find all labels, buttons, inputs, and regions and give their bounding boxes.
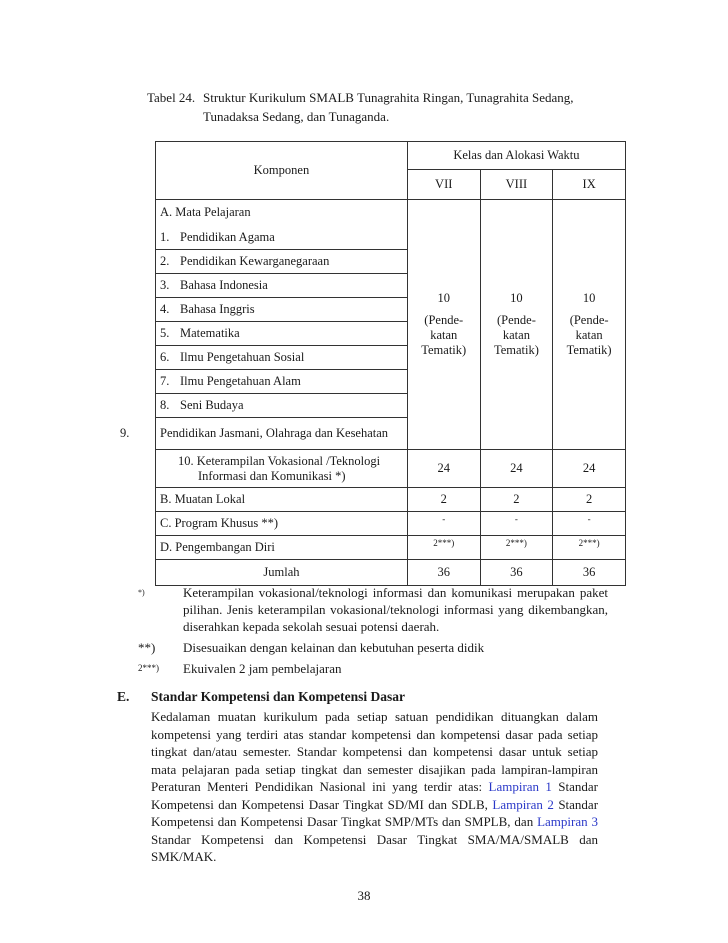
thematic-value: 10: [510, 291, 523, 305]
row-10-vii: 24: [407, 450, 480, 488]
header-component: Komponen: [156, 142, 408, 200]
caption-label: Tabel 24.: [147, 90, 196, 105]
curriculum-table: [120, 141, 626, 586]
row-10-viii: 24: [480, 450, 553, 488]
subject-name: Bahasa Inggris: [180, 302, 255, 316]
lampiran-2-link[interactable]: Lampiran 2: [492, 796, 554, 812]
subject-number: 6.: [160, 350, 170, 364]
row-c-label: C. Program Khusus **): [156, 512, 408, 536]
row-10-label: [156, 450, 408, 488]
subject-name: Bahasa Indonesia: [180, 278, 268, 292]
footnote-mark: *): [138, 588, 145, 597]
lampiran-1-link[interactable]: Lampiran 1: [488, 779, 552, 794]
subject-name: Seni Budaya: [180, 398, 244, 412]
subject-name: Pendidikan Agama: [180, 229, 275, 244]
footnote: [138, 639, 608, 656]
row-total-vii: 36: [407, 560, 480, 586]
subject-name: Pendidikan Jasmani, Olahraga dan Kesehatan: [160, 426, 389, 440]
thematic-line-1: (Pende-: [424, 313, 464, 327]
table-row: [156, 512, 626, 536]
footnote-text: Ekuivalen 2 jam pembelajaran: [183, 661, 342, 676]
row-total-ix: 36: [553, 560, 626, 586]
thematic-cell-viii: [480, 200, 553, 450]
header-row-1: [156, 142, 626, 170]
section-heading: [117, 689, 405, 705]
thematic-cell-vii: [407, 200, 480, 450]
subject-name: Ilmu Pengetahuan Sosial: [180, 350, 305, 364]
thematic-value: 10: [582, 291, 596, 305]
header-group: Kelas dan Alokasi Waktu: [407, 142, 625, 170]
row-b-label: B. Muatan Lokal: [156, 488, 408, 512]
subject-row: [156, 370, 408, 394]
row-b-vii: 2: [407, 488, 480, 512]
section-paragraph: [151, 708, 598, 866]
table-row: [156, 536, 626, 560]
subject-name: Matematika: [180, 326, 240, 340]
header-class-vii: VII: [407, 170, 480, 200]
section-title: Standar Kompetensi dan Kompetensi Dasar: [151, 689, 406, 704]
thematic-line-3: Tematik): [493, 343, 539, 357]
row-c-vii: -: [407, 512, 480, 536]
subject-row: [156, 322, 408, 346]
row-d-ix: 2***): [553, 536, 626, 560]
footnote: [138, 660, 608, 677]
lampiran-3-link[interactable]: Lampiran 3: [537, 814, 599, 829]
row-10-text: 10. Keterampilan Vokasional /Teknologi Informasi dan Komunikasi *): [178, 453, 381, 483]
paragraph-text: Standar Kompetensi dan Kompetensi Dasar Tingkat SMP/MTs dan SMPLB, dan: [151, 796, 599, 829]
subject-row: [156, 226, 408, 250]
row-c-ix: -: [553, 512, 626, 536]
thematic-value: 10: [437, 291, 450, 305]
thematic-line-3: Tematik): [566, 343, 612, 357]
row-b-ix: 2: [553, 488, 626, 512]
table-row: [156, 450, 626, 488]
subject-row: [156, 274, 408, 298]
caption-line-1: Struktur Kurikulum SMALB Tunagrahita Ringan, Tunagrahita Sedang,: [203, 90, 574, 105]
caption-line-2: Tunadaksa Sedang, dan Tunaganda.: [203, 109, 390, 124]
thematic-cell-ix: [553, 200, 626, 450]
table-caption: [147, 88, 617, 126]
footnote: [138, 584, 608, 635]
subject-name: Pendidikan Kewarganegaraan: [180, 254, 330, 268]
subject-row: [156, 394, 408, 418]
subject-row: [156, 346, 408, 370]
paragraph-text: Standar Kompetensi dan Kompetensi Dasar Tingkat SD/MI dan SDLB,: [151, 779, 598, 812]
subject-number: 4.: [160, 302, 170, 316]
subject-row: [156, 298, 408, 322]
row-c-viii: -: [480, 512, 553, 536]
row-total-viii: 36: [480, 560, 553, 586]
thematic-line-1: (Pende-: [569, 313, 609, 327]
page-number: 38: [357, 888, 371, 903]
footnote-mark: **): [138, 640, 156, 655]
table-row: [156, 560, 626, 586]
footnote-text: Disesuaikan dengan kelainan dan kebutuhan peserta didik: [183, 640, 485, 655]
thematic-line-2: katan: [575, 328, 603, 342]
subject-number: 8.: [160, 398, 170, 412]
footnote-mark: 2***): [138, 663, 159, 673]
header-class-viii: VIII: [480, 170, 553, 200]
thematic-line-3: Tematik): [421, 343, 467, 357]
subject-number: 3.: [160, 278, 170, 292]
header-class-ix: IX: [553, 170, 626, 200]
subject-number: 1.: [160, 229, 170, 244]
subject-number: 7.: [160, 374, 170, 388]
row-b-viii: 2: [480, 488, 553, 512]
paragraph-text: Kedalaman muatan kurikulum pada setiap satuan pendidikan dituangkan dalam kompetensi yang terdiri atas standar kompetensi dan kompetensi dasar pada setiap tingkat dan/atau semester. Standar kompetensi dan kompetensi dasar untuk setiap mata pelajaran pada setiap tingkat dan semester disajikan pada lampiran-lampiran Peraturan Menteri Pendidikan Nasional ini yang terdir atas:: [151, 709, 598, 794]
subject-number: 5.: [160, 326, 170, 340]
table-row: [156, 488, 626, 512]
table-row: [156, 200, 626, 226]
subject-number: 2.: [160, 254, 170, 268]
row-d-viii: 2***): [480, 536, 553, 560]
thematic-line-1: (Pende-: [496, 313, 536, 327]
paragraph-text: Standar Kompetensi dan Kompetensi Dasar Tingkat SMA/MA/SMALB dan SMK/MAK.: [151, 831, 598, 864]
row-d-vii: 2***): [407, 536, 480, 560]
subject-row: [156, 250, 408, 274]
row-total-label: Jumlah: [156, 560, 408, 586]
footnotes: [138, 584, 608, 681]
section-letter: E.: [117, 689, 130, 704]
thematic-line-2: katan: [502, 328, 530, 342]
row-10-ix: 24: [553, 450, 626, 488]
thematic-line-2: katan: [430, 328, 458, 342]
row-d-label: D. Pengembangan Diri: [156, 536, 408, 560]
footnote-text: Keterampilan vokasional/teknologi informasi dan komunikasi merupakan paket pilihan. Jenis keterampilan vokasional/teknologi informasi yang dikembangkan, diserahkan kepada sekolah sesuai potensi daerah.: [183, 585, 608, 634]
subject-row: [120, 418, 408, 450]
subject-name: Ilmu Pengetahuan Alam: [180, 374, 301, 388]
subject-number: 9.: [120, 426, 130, 440]
section-a-label: A. Mata Pelajaran: [156, 200, 408, 226]
